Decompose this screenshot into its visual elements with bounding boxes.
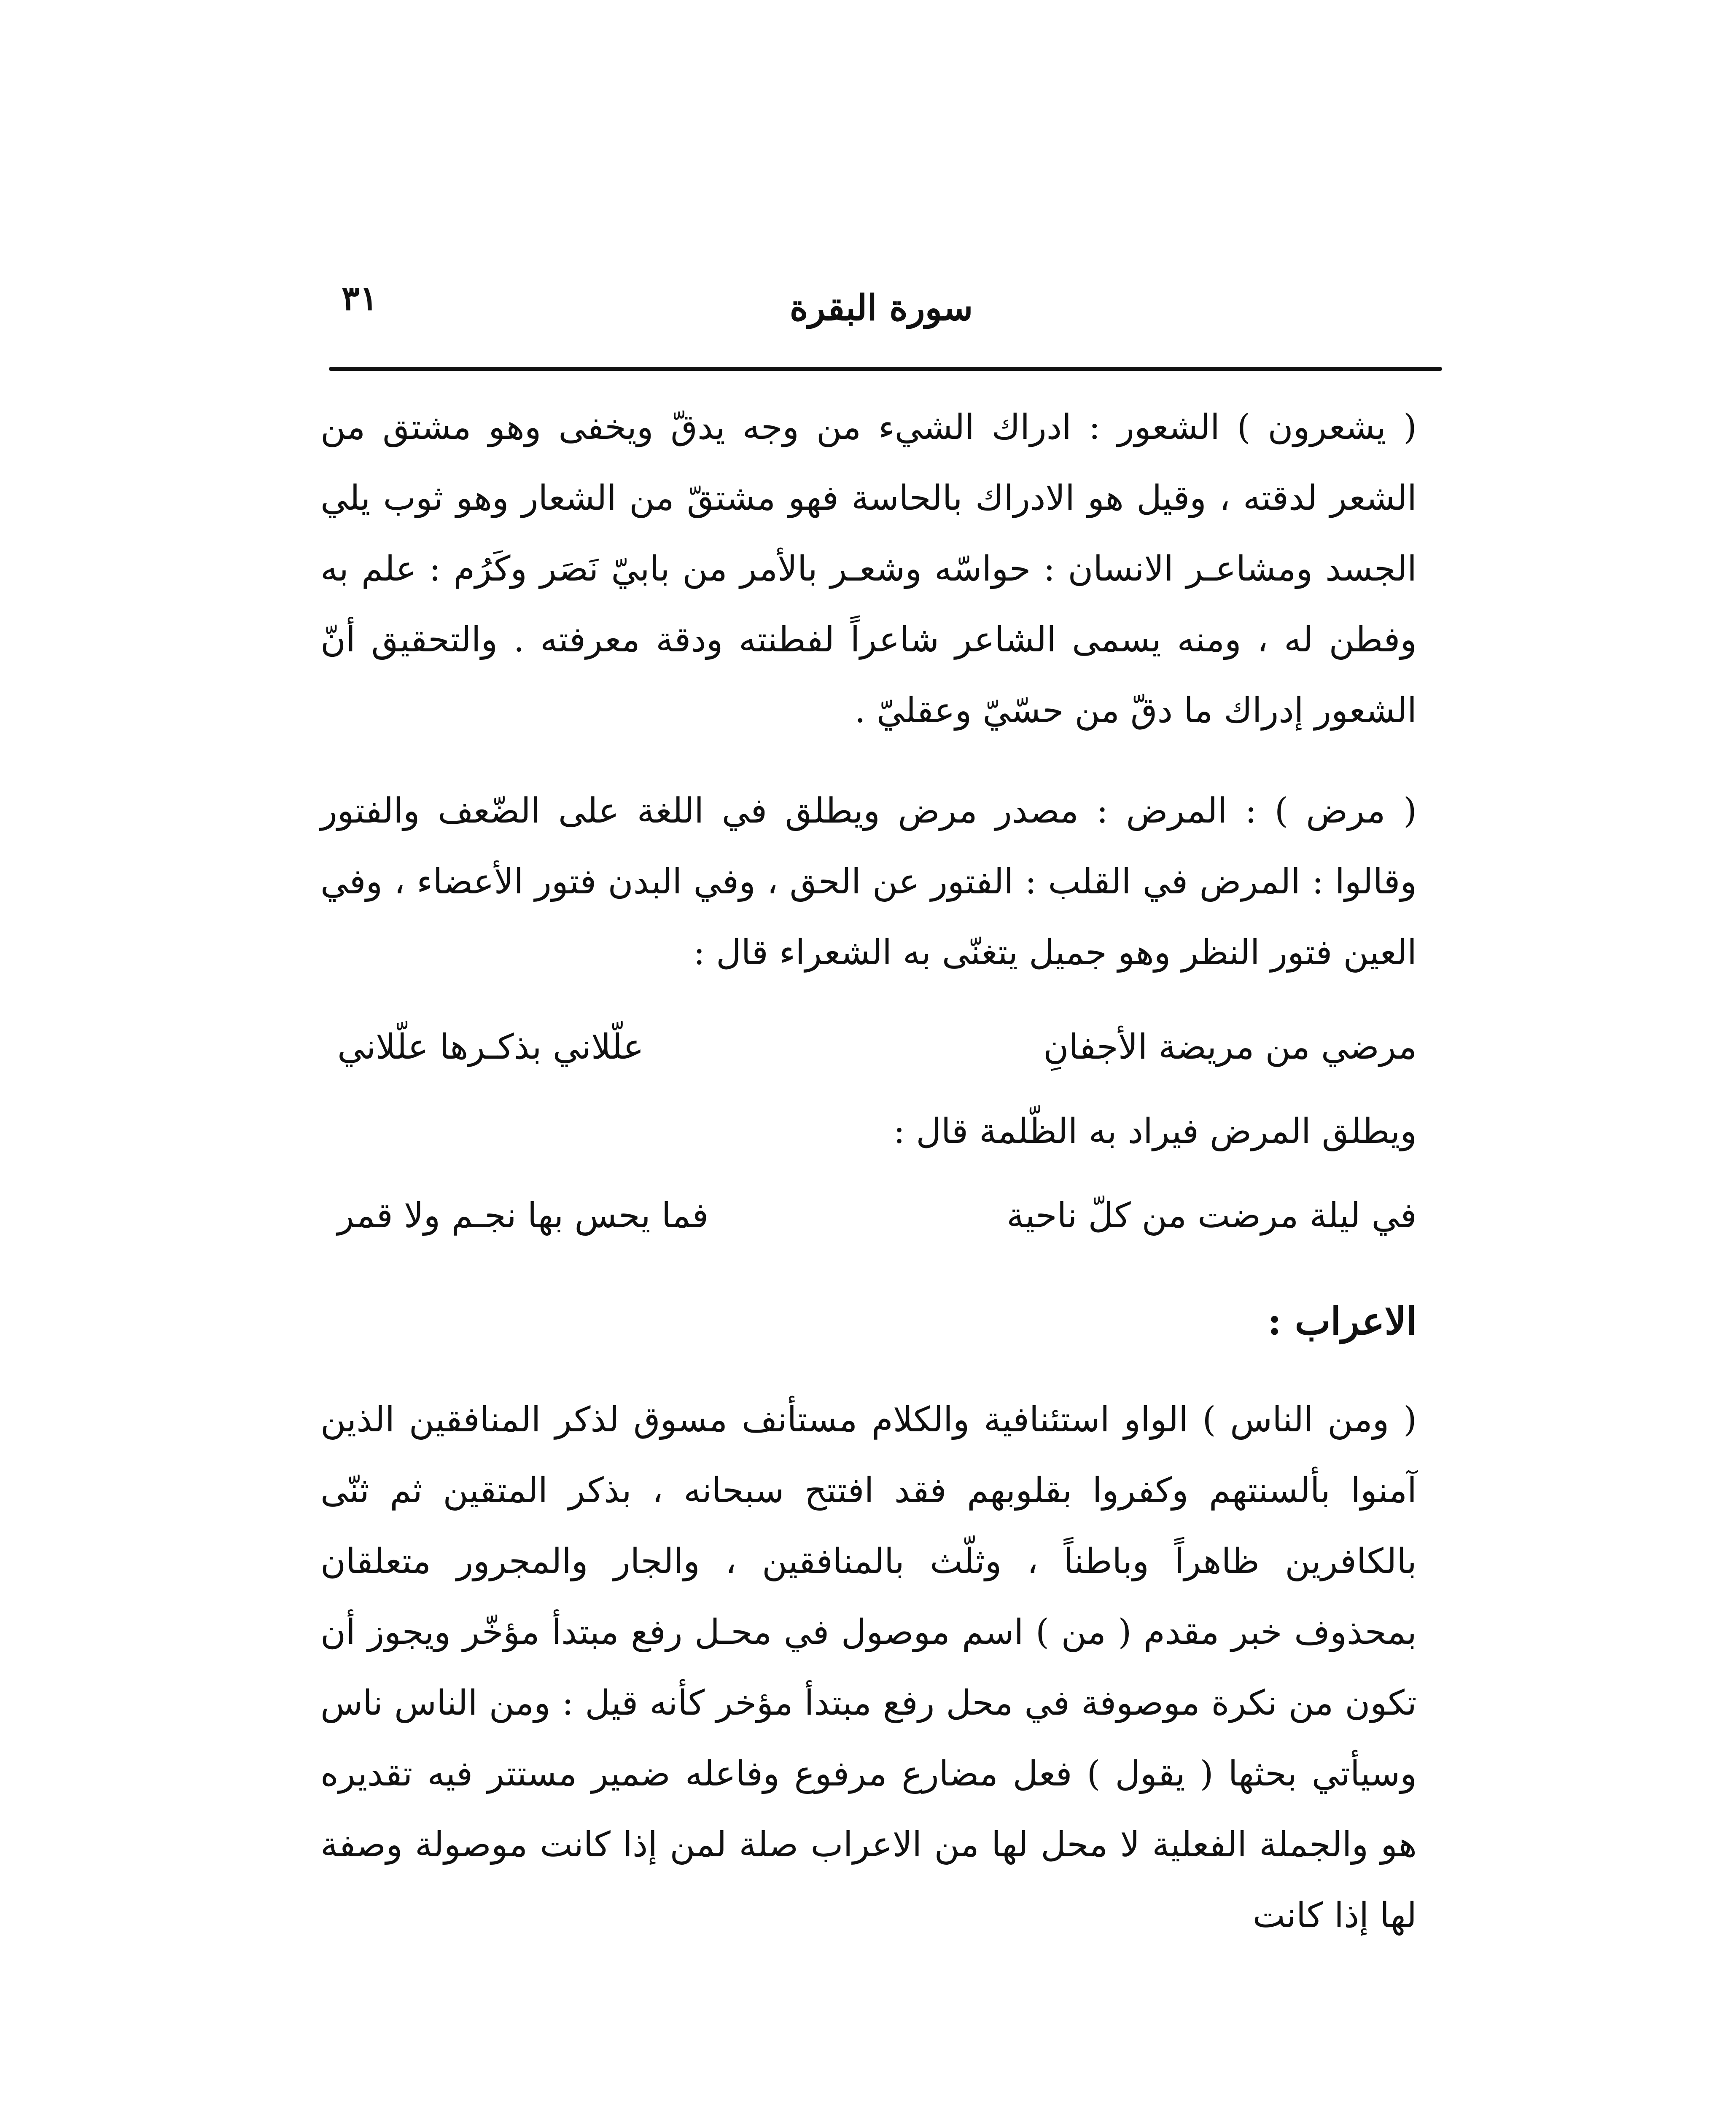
- paragraph-yashuroon: ( يشعرون ) الشعور : ادراك الشيء من وجه يدقّ ويخفى وهو مشتق من الشعر لدقته ، وقيل هو الادراك بالحاسة فهو مشتقّ من الشعار وهو ثوب يلي الجسد ومشاعـر الانسان : حواسّه وشعـر بالأمر من بابيّ نَصَر وكَرُم : علم به وفطن له ، ومنه يسمى الشاعر شاعراً لفطنته ودقة معرفته . والتحقيق أنّ الشعور إدراك ما دقّ من حسّيّ وعقليّ .: [320, 407, 1417, 731]
- verse-2-second-hemistich: فما يحس بها نجـم ولا قمر: [337, 1196, 709, 1236]
- page-number: ٣١: [342, 278, 378, 318]
- spacer: [320, 746, 1442, 776]
- verse-1-first-hemistich: مرضي من مريضة الأجفانِ: [1043, 1027, 1417, 1067]
- verse-2-intro: ويطلق المرض فيراد به الظّلمة قال :: [893, 1111, 1417, 1151]
- paragraph-marad: ( مرض ) : المرض : مصدر مرض ويطلق في اللغة على الضّعف والفتور وقالوا : المرض في القلب : الفتور عن الحق ، وفي البدن فتور الأعضاء ، وفي العين فتور النظر وهو جميل يتغنّى به الشعراء قال :: [320, 791, 1417, 973]
- verse-1-second-hemistich: علّلاني بذكـرها علّلاني: [337, 1027, 644, 1067]
- page-content: [320, 392, 1442, 1951]
- verse-line-2: [320, 1174, 1442, 1258]
- spacer: [320, 988, 1442, 1005]
- section-heading-irab: الاعراب :: [1268, 1299, 1417, 1344]
- spacer: [320, 1258, 1442, 1275]
- verse-2-first-hemistich: في ليلة مرضت من كلّ ناحية: [1007, 1196, 1417, 1236]
- header-rule: [329, 367, 1442, 371]
- spacer: [320, 1368, 1442, 1385]
- page-title: سورة البقرة: [789, 287, 973, 328]
- verse-line-1: [320, 1005, 1442, 1089]
- page-header: [320, 253, 1442, 363]
- paragraph-irab: ( ومن الناس ) الواو استئنافية والكلام مستأنف مسوق لذكر المنافقين الذين آمنوا بألسنتهم وكفروا بقلوبهم فقد افتتح سبحانه ، بذكر المتقين ثم ثنّى بالكافرين ظاهراً وباطناً ، وثلّث بالمنافقين ، والجار والمجرور متعلقان بمحذوف خبر مقدم ( من ) اسم موصول في محـل رفع مبتدأ مؤخّر ويجوز أن تكون من نكرة موصوفة في محل رفع مبتدأ مؤخر كأنه قيل : ومن الناس ناس وسيأتي بحثها ( يقول ) فعل مضارع مرفوع وفاعله ضمير مستتر فيه تقديره هو والجملة الفعلية لا محل لها من الاعراب صلة لمن إذا كانت موصولة وصفة لها إذا كانت: [320, 1400, 1417, 1936]
- book-page: [320, 253, 1442, 2108]
